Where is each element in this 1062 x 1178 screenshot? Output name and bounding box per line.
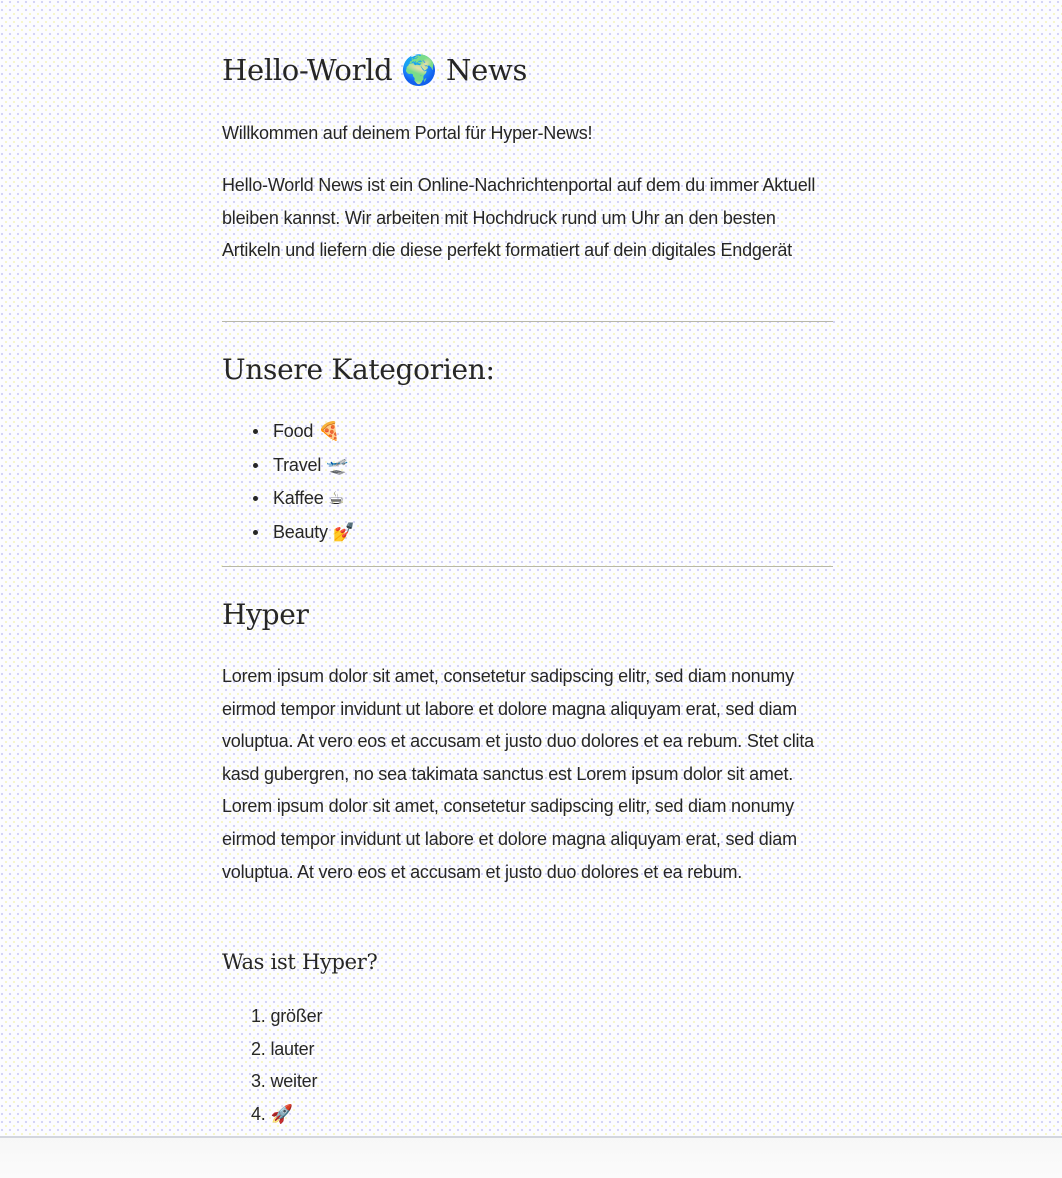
categories-heading: Unsere Kategorien: bbox=[222, 353, 495, 386]
category-label: Food bbox=[273, 421, 314, 441]
category-item-beauty bbox=[273, 516, 355, 550]
category-item-travel bbox=[273, 449, 355, 483]
page-title bbox=[222, 50, 527, 90]
globe-icon: 🌍 bbox=[401, 53, 438, 87]
hyper-heading: Hyper bbox=[222, 598, 309, 631]
list-number: 3. bbox=[251, 1071, 266, 1091]
intro-description: Hello-World News ist ein Online-Nachrichtenportal auf dem du immer Aktuell bleiben kannst. Wir arbeiten mit Hochdruck rund um Uhr an den besten Artikeln und liefern die diese perfekt formatiert auf dein digitales Endgerät bbox=[222, 175, 816, 261]
list-item bbox=[251, 1098, 322, 1132]
list-item bbox=[251, 1000, 322, 1033]
list-number: 4. bbox=[251, 1103, 266, 1124]
list-text: größer bbox=[270, 1006, 323, 1026]
hyper-ordered-list bbox=[222, 1000, 322, 1131]
category-label: Beauty bbox=[273, 521, 328, 542]
coffee-icon: ☕ bbox=[328, 488, 345, 509]
categories-list bbox=[222, 415, 355, 549]
list-number: 2. bbox=[251, 1038, 266, 1059]
rocket-icon: 🚀 bbox=[270, 1103, 293, 1125]
welcome-text: Willkommen auf deinem Portal für Hyper-News! bbox=[222, 123, 593, 143]
title-text-end: News bbox=[446, 53, 528, 87]
list-text: lauter bbox=[270, 1038, 315, 1059]
category-item-food bbox=[273, 415, 355, 449]
nail-polish-icon: 💅 bbox=[332, 521, 355, 543]
list-text: weiter bbox=[270, 1071, 318, 1091]
what-is-hyper-heading: Was ist Hyper? bbox=[222, 950, 378, 974]
divider bbox=[222, 321, 833, 322]
list-number: 1. bbox=[251, 1006, 266, 1026]
divider bbox=[222, 566, 833, 567]
hyper-body-text: Lorem ipsum dolor sit amet, consetetur sadipscing elitr, sed diam nonumy eirmod tempor invidunt ut labore et dolore magna aliquyam erat, sed diam voluptua. At vero eos et accusam et justo duo dolores et ea rebum. Stet clita kasd gubergren, no sea takimata sanctus est Lorem ipsum dolor sit amet. Lorem ipsum dolor sit amet, consetetur sadipscing elitr, sed diam nonumy eirmod tempor invidunt ut labore et dolore magna aliquyam erat, sed diam voluptua. At vero eos et accusam et justo duo dolores et ea rebum. bbox=[222, 666, 814, 882]
list-item bbox=[251, 1065, 322, 1098]
category-label: Kaffee bbox=[273, 488, 324, 508]
bottom-panel bbox=[0, 1136, 1062, 1178]
category-item-kaffee bbox=[273, 482, 355, 516]
airplane-departure-icon: 🛫 bbox=[325, 454, 349, 476]
category-label: Travel bbox=[273, 454, 322, 475]
pizza-icon: 🍕 bbox=[318, 421, 341, 442]
title-text-start: Hello-World bbox=[222, 53, 393, 87]
list-item bbox=[251, 1033, 322, 1066]
